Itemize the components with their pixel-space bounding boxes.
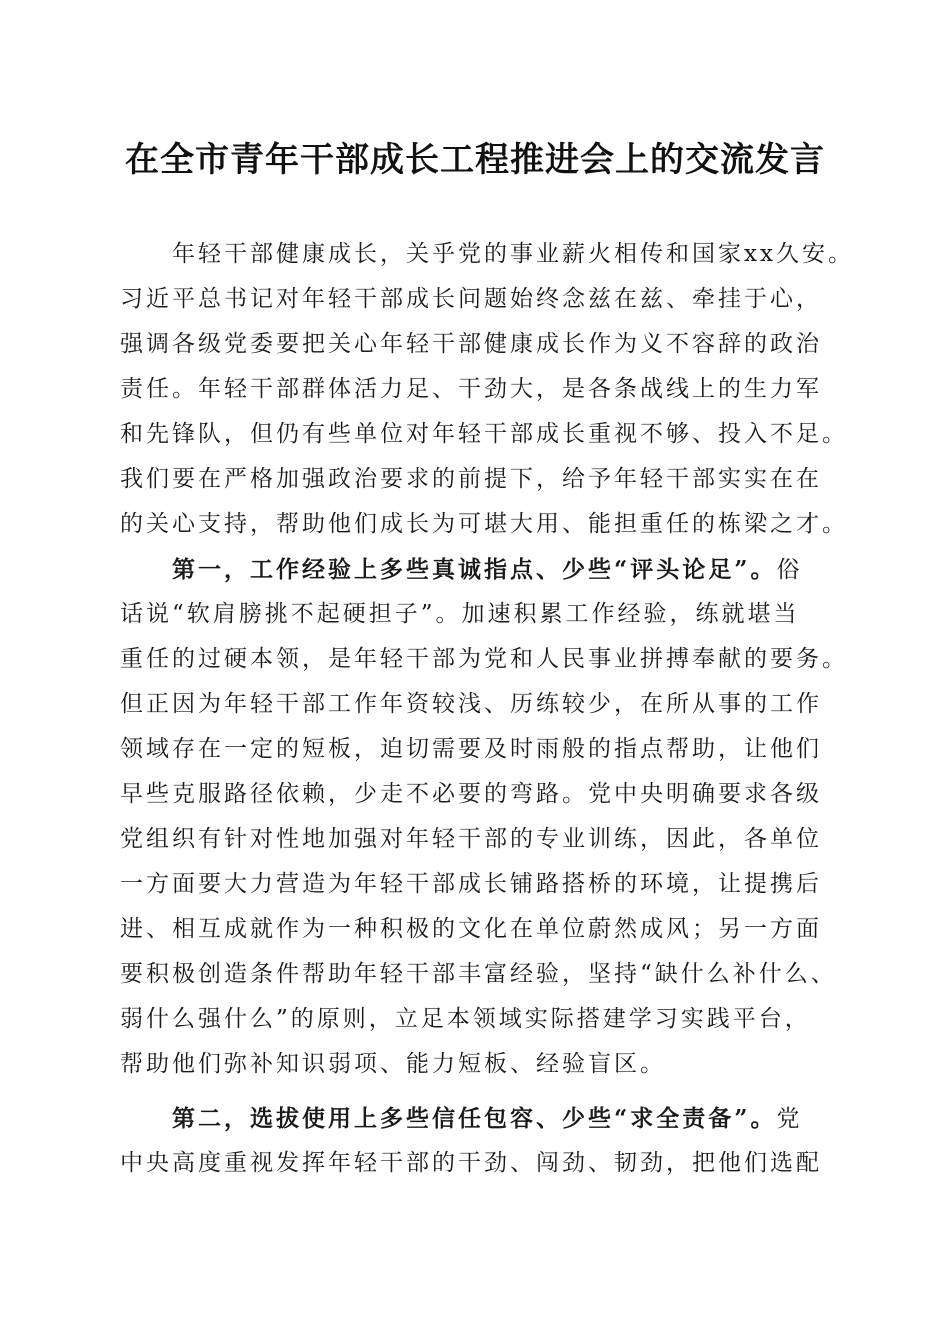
paragraph-line: 年轻干部健康成长，关乎党的事业薪火相传和国家xx久安。 — [172, 241, 854, 267]
paragraph-text: 党 — [776, 1106, 803, 1132]
section-heading: 第二，选拔使用上多些信任包容、少些“求全责备”。 — [172, 1105, 777, 1132]
paragraph-line: 要积极创造条件帮助年轻干部丰富经验，坚持“缺什么补什么、 — [120, 961, 837, 987]
paragraph-line: 进、相互成就作为一种积极的文化在单位蔚然成风；另一方面 — [120, 916, 822, 942]
paragraph-line: 中央高度重视发挥年轻干部的干劲、闯劲、韧劲，把他们选配 — [120, 1150, 822, 1176]
paragraph-line: 领域存在一定的短板，迫切需要及时雨般的指点帮助，让他们 — [120, 736, 822, 762]
paragraph-line: 帮助他们弥补知识弱项、能力短板、经验盲区。 — [120, 1051, 666, 1077]
paragraph-first-line — [120, 547, 840, 592]
paragraph-line: 习近平总书记对年轻干部成长问题始终念兹在兹、牵挂于心， — [120, 286, 822, 312]
paragraph-line: 和先锋队，但仍有些单位对年轻干部成长重视不够、投入不足。 — [120, 421, 848, 447]
document-title: 在全市青年干部成长工程推进会上的交流发言 — [125, 140, 825, 180]
paragraph-second-point — [120, 1096, 840, 1186]
paragraph-text: 俗 — [776, 557, 803, 583]
paragraph-line: 弱什么强什么”的原则，立足本领域实际搭建学习实践平台， — [120, 1006, 811, 1032]
section-heading: 第一，工作经验上多些真诚指点、少些“评头论足”。 — [172, 556, 777, 583]
paragraph-line: 重任的过硬本领，是年轻干部为党和人民事业拼搏奉献的要务。 — [120, 646, 848, 672]
paragraph-line: 一方面要大力营造为年轻干部成长铺路搭桥的环境，让提携后 — [120, 871, 822, 897]
paragraph-first-point — [120, 547, 848, 1087]
paragraph-line: 但正因为年轻干部工作年资较浅、历练较少，在所从事的工作 — [120, 691, 822, 717]
paragraph-intro — [120, 232, 854, 547]
paragraph-first-line — [120, 1096, 840, 1141]
document-body — [120, 232, 854, 1186]
paragraph-line: 的关心支持，帮助他们成长为可堪大用、能担重任的栋梁之才。 — [120, 511, 848, 537]
paragraph-line: 责任。年轻干部群体活力足、干劲大，是各条战线上的生力军 — [120, 376, 822, 402]
paragraph-line: 我们要在严格加强政治要求的前提下，给予年轻干部实实在在 — [120, 466, 822, 492]
paragraph-line: 党组织有针对性地加强对年轻干部的专业训练，因此，各单位 — [120, 826, 822, 852]
paragraph-line: 话说“软肩膀挑不起硬担子”。加速积累工作经验，练就堪当 — [120, 601, 800, 627]
paragraph-line: 强调各级党委要把关心年轻干部健康成长作为义不容辞的政治 — [120, 331, 822, 357]
paragraph-line: 早些克服路径依赖，少走不必要的弯路。党中央明确要求各级 — [120, 781, 822, 807]
